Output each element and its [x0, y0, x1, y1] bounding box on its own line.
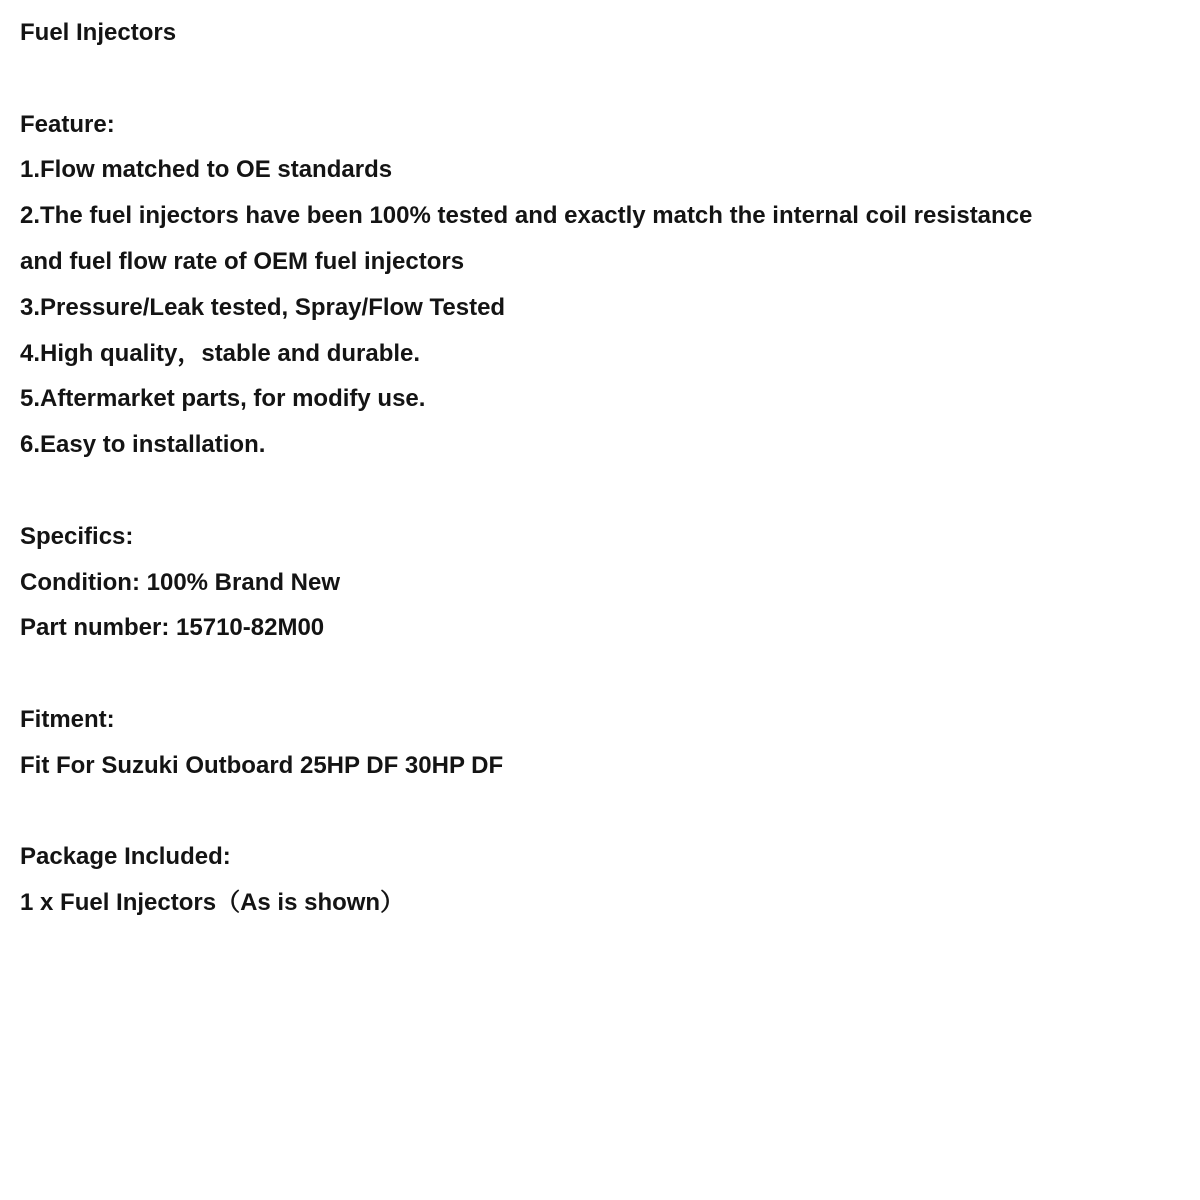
specifics-condition: Condition: 100% Brand New: [20, 568, 341, 596]
feature-item-6: 6.Easy to installation.: [20, 431, 266, 459]
feature-item-1: 1.Flow matched to OE standards: [20, 156, 393, 184]
feature-item-5: 5.Aftermarket parts, for modify use.: [20, 385, 426, 413]
feature-heading: Feature:: [20, 110, 115, 138]
product-description: [20, 10, 1195, 926]
fitment-text: Fit For Suzuki Outboard 25HP DF 30HP DF: [20, 751, 504, 779]
fitment-heading: Fitment:: [20, 705, 115, 733]
feature-item-4: 4.High quality，stable and durable.: [20, 339, 421, 367]
spacer: [20, 56, 1195, 102]
page-title: Fuel Injectors: [20, 19, 177, 46]
specifics-heading: Specifics:: [20, 522, 134, 550]
feature-item-2: 2.The fuel injectors have been 100% tested and exactly match the internal coil resistance: [20, 202, 1033, 230]
spacer: [20, 468, 1195, 514]
feature-item-2-continued: and fuel flow rate of OEM fuel injectors: [20, 247, 465, 275]
package-text: 1 x Fuel Injectors（As is shown）: [20, 889, 405, 917]
specifics-part-number: Part number: 15710-82M00: [20, 614, 325, 642]
spacer: [20, 789, 1195, 835]
feature-item-3: 3.Pressure/Leak tested, Spray/Flow Tested: [20, 293, 506, 321]
package-heading: Package Included:: [20, 843, 231, 871]
spacer: [20, 651, 1195, 697]
